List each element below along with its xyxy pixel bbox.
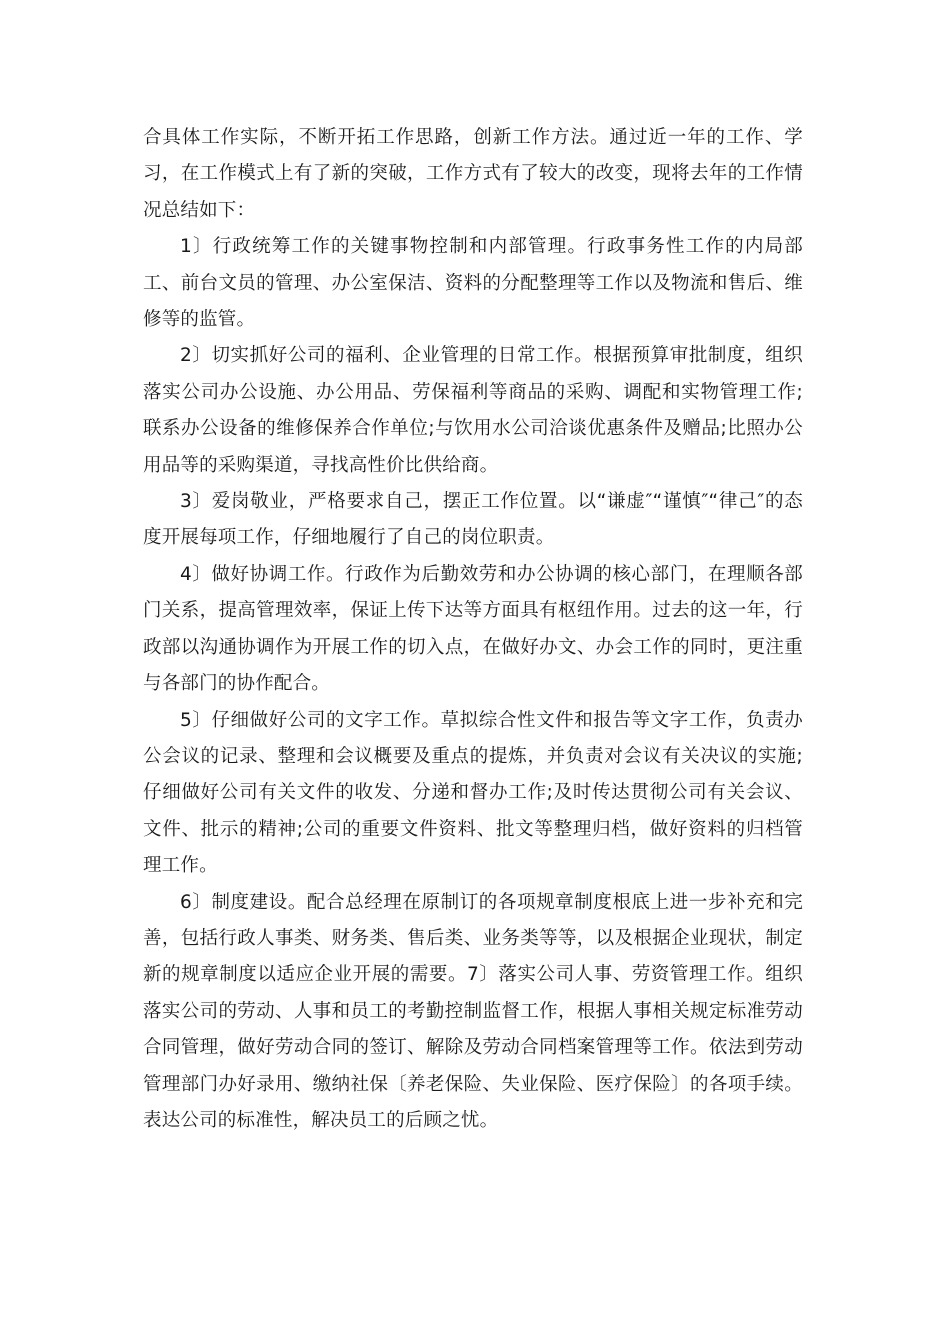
paragraph-item-3: 3〕爱岗敬业，严格要求自己，摆正工作位置。以“谦虚″“谨慎″“律己″的态度开展每项工作，仔细地履行了自己的岗位职责。 — [143, 491, 803, 549]
document-body — [143, 120, 803, 1139]
paragraph-item-1: 1〕行政统筹工作的关键事物控制和内部管理。行政事务性工作的内局部工、前台文员的管理、办公室保洁、资料的分配整理等工作以及物流和售后、维修等的监管。 — [143, 236, 803, 331]
paragraph-item-6: 6〕制度建设。配合总经理在原制订的各项规章制度根底上进一步补充和完善，包括行政人事类、财务类、售后类、业务类等等，以及根据企业现状，制定新的规章制度以适应企业开展的需要。7〕落实公司人事、劳资管理工作。组织落实公司的劳动、人事和员工的考勤控制监督工作，根据人事相关规定标准劳动合同管理，做好劳动合同的签订、解除及劳动合同档案管理等工作。依法到劳动管理部门办好录用、缴纳社保〔养老保险、失业保险、医疗保险〕的各项手续。表达公司的标准性，解决员工的后顾之忧。 — [143, 891, 803, 1131]
paragraph-item-4: 4〕做好协调工作。行政作为后勤效劳和办公协调的核心部门，在理顺各部门关系，提高管理效率，保证上传下达等方面具有枢纽作用。过去的这一年，行政部以沟通协调作为开展工作的切入点，在做好办文、办会工作的同时，更注重与各部门的协作配合。 — [143, 563, 803, 695]
paragraph-item-5: 5〕仔细做好公司的文字工作。草拟综合性文件和报告等文字工作，负责办公会议的记录、整理和会议概要及重点的提炼，并负责对会议有关决议的实施;仔细做好公司有关文件的收发、分递和督办工作;及时传达贯彻公司有关会议、文件、批示的精神;公司的重要文件资料、批文等整理归档，做好资料的归档管理工作。 — [143, 709, 803, 877]
paragraph-intro: 合具体工作实际，不断开拓工作思路，创新工作方法。通过近一年的工作、学习，在工作模式上有了新的突破，工作方式有了较大的改变，现将去年的工作情况总结如下： — [143, 127, 803, 221]
paragraph-item-2: 2〕切实抓好公司的福利、企业管理的日常工作。根据预算审批制度，组织落实公司办公设施、办公用品、劳保福利等商品的采购、调配和实物管理工作;联系办公设备的维修保养合作单位;与饮用水公司洽谈优惠条件及赠品;比照办公用品等的采购渠道，寻找高性价比供给商。 — [143, 345, 803, 476]
